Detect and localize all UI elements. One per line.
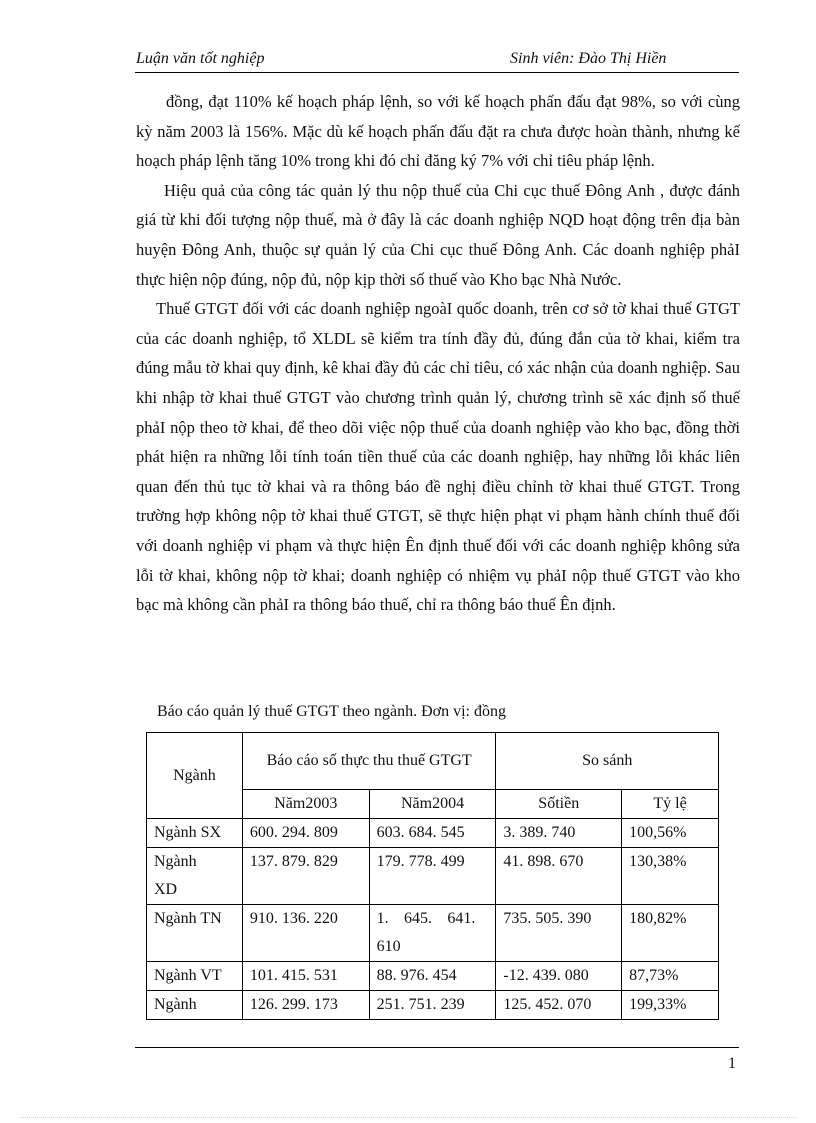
cell-ty-le: 100,56% bbox=[622, 819, 719, 848]
cell-nganh: Ngành XD bbox=[147, 848, 243, 905]
body-text bbox=[136, 87, 740, 620]
cell-nam2003: 910. 136. 220 bbox=[242, 905, 369, 962]
table-row bbox=[147, 848, 719, 905]
cell-nam2004: 1. 645. 641. 610 bbox=[369, 905, 496, 962]
cell-nam2003: 600. 294. 809 bbox=[242, 819, 369, 848]
cell-ty-le: 199,33% bbox=[622, 991, 719, 1020]
cell-so-tien: 735. 505. 390 bbox=[496, 905, 622, 962]
header-thesis-title: Luận văn tốt nghiệp bbox=[136, 50, 265, 67]
col-header-nam2004: Năm2004 bbox=[369, 790, 496, 819]
paragraph-2: Hiệu quả của công tác quản lý thu nộp thuế của Chi cục thuế Đông Anh , được đánh giá từ khi đối tượng nộp thuế, mà ở đây là các doanh nghiệp NQD hoạt động trên địa bàn huyện Đông Anh, thuộc sự quản lý của Chi cục thuế Đông Anh. Các doanh nghiệp phảI thực hiện nộp đúng, nộp đủ, nộp kịp thời số thuế vào Kho bạc Nhà Nước. bbox=[136, 180, 740, 289]
col-header-ty-le: Tỷ lệ bbox=[622, 790, 719, 819]
cell-nam2004: 251. 751. 239 bbox=[369, 991, 496, 1020]
vat-report-table bbox=[146, 732, 719, 1020]
cell-nganh: Ngành bbox=[147, 991, 243, 1020]
paragraph-3: Thuế GTGT đối với các doanh nghiệp ngoàI quốc doanh, trên cơ sở tờ khai thuế GTGT của các doanh nghiệp, tổ XLDL sẽ kiểm tra tính đầy đủ, đúng đắn của tờ khai, kiểm tra đúng mẫu tờ khai quy định, kê khai đầy đủ các chỉ tiêu, có xác nhận của doanh nghiệp. Sau khi nhập tờ khai thuế GTGT vào chương trình quản lý, chương trình sẽ xác định số thuế phảI nộp theo tờ khai, để theo dõi việc nộp thuế của doanh nghiệp vào kho bạc, đồng thời phát hiện ra những lỗi tính toán tiền thuế của các doanh nghiệp, hay những lỗi khác liên quan đến thủ tục tờ khai và ra thông báo đề nghị điều chỉnh tờ khai thuế GTGT. Trong trường hợp không nộp tờ khai thuế GTGT, sẽ thực hiện phạt vi phạm hành chính thuế đối với doanh nghiệp vi phạm và thực hiện Ên định thuế đối với các doanh nghiệp không sửa lỗi tờ khai, không nộp tờ khai; doanh nghiệp có nhiệm vụ phảI nộp thuế GTGT vào kho bạc mà không cần phảI ra thông báo thuế, chỉ ra thông báo thuế Ên định. bbox=[136, 299, 740, 615]
cell-nganh: Ngành SX bbox=[147, 819, 243, 848]
table-row bbox=[147, 905, 719, 962]
table-row bbox=[147, 819, 719, 848]
cell-ty-le: 180,82% bbox=[622, 905, 719, 962]
col-header-nam2003: Năm2003 bbox=[242, 790, 369, 819]
table-row bbox=[147, 991, 719, 1020]
cell-nam2004: 179. 778. 499 bbox=[369, 848, 496, 905]
cell-nam2003: 137. 879. 829 bbox=[242, 848, 369, 905]
cell-nam2003: 101. 415. 531 bbox=[242, 962, 369, 991]
table-row bbox=[147, 962, 719, 991]
table-header-row bbox=[147, 733, 719, 790]
cell-so-tien: 3. 389. 740 bbox=[496, 819, 622, 848]
cell-nam2003: 126. 299. 173 bbox=[242, 991, 369, 1020]
cell-ty-le: 130,38% bbox=[622, 848, 719, 905]
header-student-name: Sinh viên: Đào Thị Hiền bbox=[510, 50, 667, 67]
col-header-bao-cao: Báo cáo số thực thu thuế GTGT bbox=[242, 733, 496, 790]
cell-nam2004: 603. 684. 545 bbox=[369, 819, 496, 848]
col-header-nganh: Ngành bbox=[147, 733, 243, 819]
cell-so-tien: 41. 898. 670 bbox=[496, 848, 622, 905]
cell-nam2004: 88. 976. 454 bbox=[369, 962, 496, 991]
cell-so-tien: 125. 452. 070 bbox=[496, 991, 622, 1020]
col-header-so-sanh: So sánh bbox=[496, 733, 719, 790]
footer-divider bbox=[135, 1047, 739, 1048]
page-header bbox=[135, 50, 739, 73]
table-caption: Báo cáo quản lý thuế GTGT theo ngành. Đơn vị: đồng bbox=[157, 703, 506, 720]
page-number: 1 bbox=[728, 1055, 736, 1072]
cell-nganh: Ngành TN bbox=[147, 905, 243, 962]
cell-nganh: Ngành VT bbox=[147, 962, 243, 991]
col-header-so-tien: Sốtiền bbox=[496, 790, 622, 819]
cell-so-tien: -12. 439. 080 bbox=[496, 962, 622, 991]
paragraph-1: đồng, đạt 110% kế hoạch pháp lệnh, so với kế hoạch phấn đấu đạt 98%, so với cùng kỳ năm 2003 là 156%. Mặc dù kế hoạch phấn đấu đặt ra chưa được hoàn thành, nhưng kế hoạch pháp lệnh tăng 10% trong khi đó chỉ đăng ký 7% với chỉ tiêu pháp lệnh. bbox=[136, 92, 740, 171]
cell-ty-le: 87,73% bbox=[622, 962, 719, 991]
page-bottom-border bbox=[20, 1117, 796, 1118]
